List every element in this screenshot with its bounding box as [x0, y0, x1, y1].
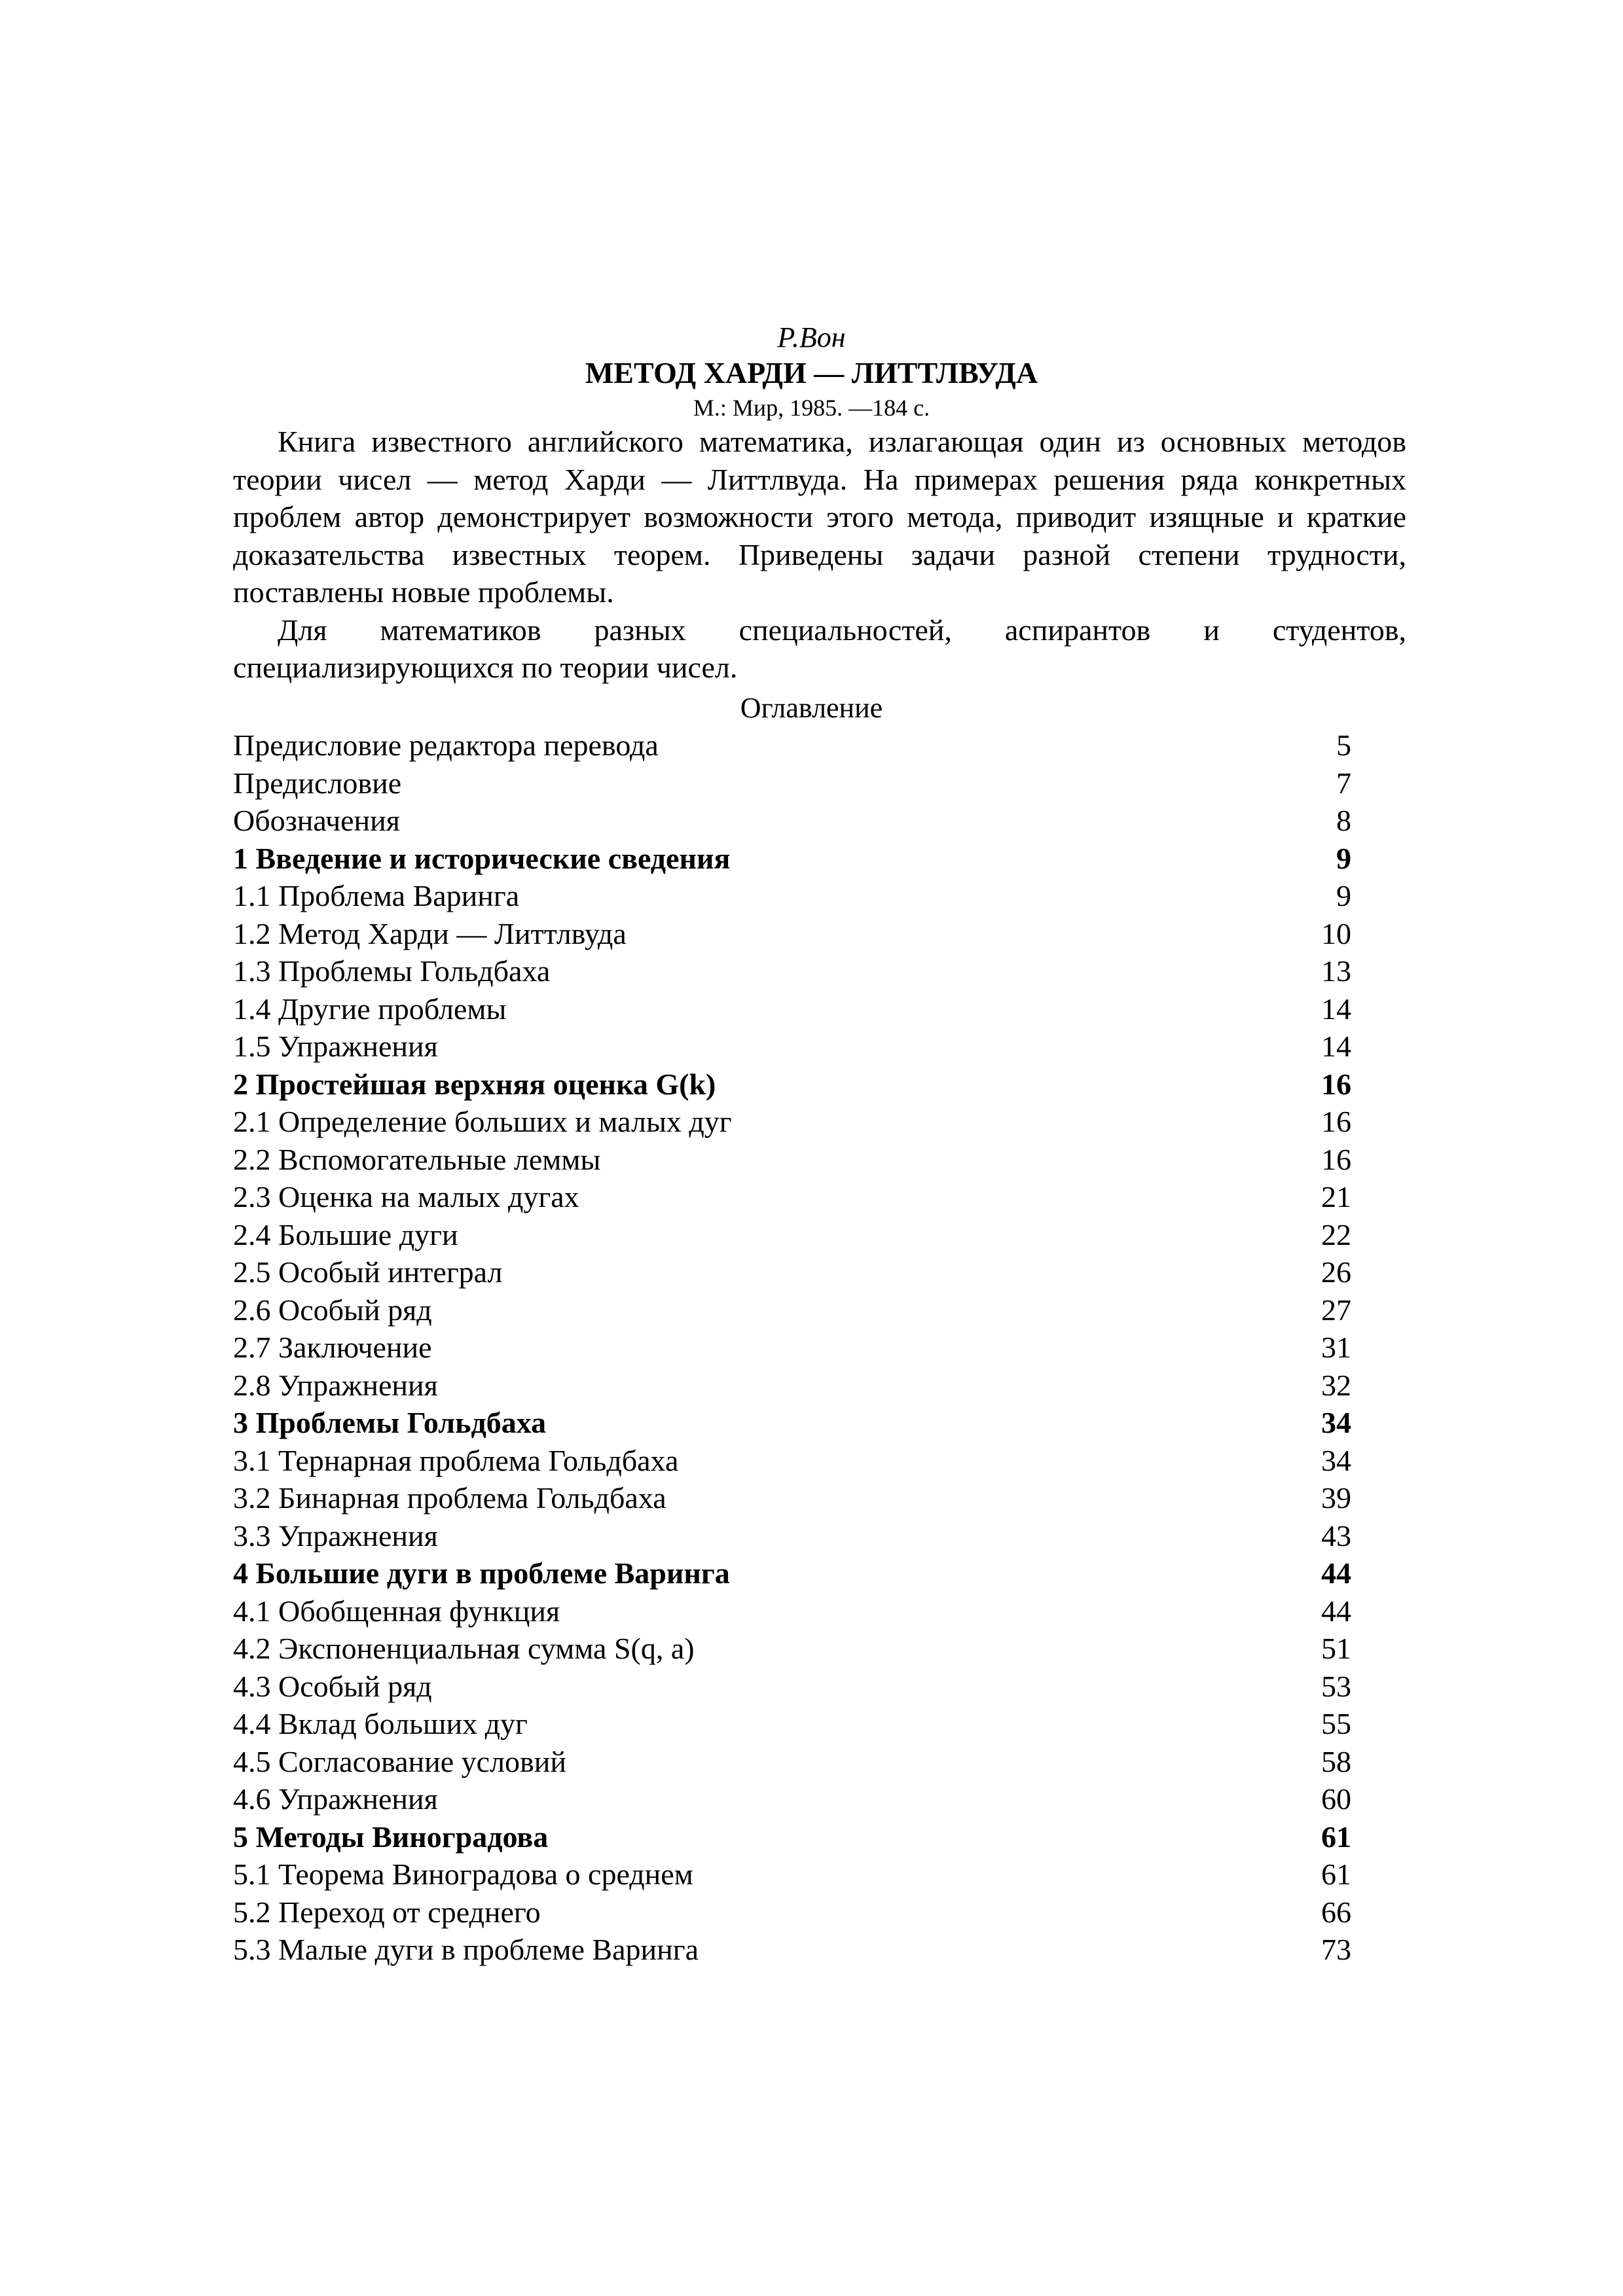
toc-entry-title: 3.3 Упражнения — [233, 1518, 438, 1552]
toc-entry — [233, 726, 1351, 764]
toc-entry-title: Предисловие — [233, 766, 402, 800]
toc-page-number: 60 — [1321, 1782, 1351, 1816]
toc-entry-title: 3.1 Тернарная проблема Гольдбаха — [233, 1443, 679, 1477]
toc-entry-title: 2.2 Вспомогательные леммы — [233, 1142, 601, 1176]
toc-entry — [233, 1479, 1351, 1517]
toc-entry — [233, 1028, 1351, 1066]
toc-entry-title: 4.6 Упражнения — [233, 1782, 438, 1816]
toc-chapter-entry — [233, 1818, 1351, 1856]
toc-page-number: 27 — [1321, 1293, 1351, 1327]
toc-page-number: 8 — [1336, 804, 1351, 837]
toc-entry — [233, 764, 1351, 802]
toc-entry — [233, 1668, 1351, 1706]
toc-page-number: 9 — [1336, 841, 1351, 875]
toc-page-number: 9 — [1336, 879, 1351, 912]
toc-entry — [233, 915, 1351, 953]
toc-entry — [233, 1780, 1351, 1818]
toc-entry — [233, 1856, 1351, 1893]
toc-entry-title: 2.7 Заключение — [233, 1331, 432, 1364]
toc-entry — [233, 1442, 1351, 1480]
toc-entry-title: 4.5 Согласование условий — [233, 1744, 567, 1778]
annotation-paragraph: Книга известного английского математика, излагающая один из основных методов теории чисел — метод Харди — Литтлвуда. На примерах решения ряда конкретных проблем автор демонстрирует возможности этого метода, приводит изящные и краткие доказательства известных теорем. Приведены задачи разной степени трудности, поставлены новые проблемы. — [233, 425, 1406, 609]
toc-page-number: 43 — [1321, 1518, 1351, 1552]
toc-page-number: 53 — [1321, 1669, 1351, 1703]
toc-page-number: 16 — [1321, 1105, 1351, 1138]
toc-page-number: 44 — [1321, 1556, 1351, 1590]
toc-entry — [233, 1517, 1351, 1555]
toc-page-number: 31 — [1321, 1331, 1351, 1364]
toc-entry-title: 2.4 Большие дуги — [233, 1217, 458, 1251]
toc-entry-title: Обозначения — [233, 804, 400, 837]
toc-entry-title: 4.4 Вклад больших дуг — [233, 1707, 528, 1740]
toc-page-number: 55 — [1321, 1707, 1351, 1740]
toc-entry-title: 4 Большие дуги в проблеме Варинга — [233, 1556, 730, 1590]
annotation — [233, 423, 1406, 687]
toc-entry — [233, 1705, 1351, 1743]
toc-page-number: 51 — [1321, 1632, 1351, 1665]
toc-page-number: 39 — [1321, 1481, 1351, 1515]
toc-entry-title: 3.2 Бинарная проблема Гольдбаха — [233, 1481, 666, 1515]
toc-entry — [233, 1178, 1351, 1216]
toc-page-number: 32 — [1321, 1368, 1351, 1402]
toc-entry-title: 2.1 Определение больших и малых дуг — [233, 1105, 732, 1138]
toc-entry — [233, 1329, 1351, 1367]
toc-page-number: 16 — [1321, 1142, 1351, 1176]
toc-entry-title: 2 Простейшая верхняя оценка G(k) — [233, 1067, 716, 1101]
toc-entry-title: 1.3 Проблемы Гольдбаха — [233, 954, 551, 988]
toc-page-number: 73 — [1321, 1933, 1351, 1966]
toc-page-number: 66 — [1321, 1895, 1351, 1929]
toc-entry-title: 1 Введение и исторические сведения — [233, 841, 731, 875]
book-title: МЕТОД ХАРДИ — ЛИТТЛВУДА — [585, 356, 1038, 389]
toc-entry — [233, 1743, 1351, 1781]
toc-entry-title: 1.1 Проблема Варинга — [233, 879, 520, 912]
toc-entry-title: 4.1 Обобщенная функция — [233, 1594, 560, 1628]
toc-page-number: 26 — [1321, 1255, 1351, 1289]
toc-page-number: 10 — [1321, 916, 1351, 950]
toc-page-number: 61 — [1321, 1857, 1351, 1891]
toc-page-number: 16 — [1321, 1067, 1351, 1101]
toc-chapter-entry — [233, 1404, 1351, 1442]
toc-chapter-entry — [233, 1066, 1351, 1103]
toc-entry — [233, 1291, 1351, 1329]
toc-page-number: 34 — [1321, 1443, 1351, 1477]
toc-page-number: 22 — [1321, 1217, 1351, 1251]
toc-page-number: 61 — [1321, 1820, 1351, 1854]
toc-entry-title: 5.1 Теорема Виноградова о среднем — [233, 1857, 693, 1891]
toc-entry-title: 4.2 Экспоненциальная сумма S(q, a) — [233, 1632, 695, 1665]
toc-entry — [233, 1367, 1351, 1405]
toc-page-number: 34 — [1321, 1406, 1351, 1439]
toc-chapter-entry — [233, 1554, 1351, 1592]
toc-entry-title: 3 Проблемы Гольдбаха — [233, 1406, 547, 1439]
table-of-contents — [233, 726, 1351, 1969]
toc-entry — [233, 1216, 1351, 1254]
toc-entry — [233, 1103, 1351, 1141]
toc-page-number: 14 — [1321, 1030, 1351, 1063]
toc-page-number: 13 — [1321, 954, 1351, 988]
toc-entry-title: 1.4 Другие проблемы — [233, 992, 507, 1026]
author-name: Р.Вон — [777, 321, 846, 353]
toc-entry — [233, 1253, 1351, 1291]
toc-entry-title: 2.8 Упражнения — [233, 1368, 438, 1402]
toc-entry — [233, 1630, 1351, 1668]
toc-entry-title: 5 Методы Виноградова — [233, 1820, 549, 1854]
toc-page-number: 5 — [1336, 728, 1351, 762]
toc-heading: Оглавление — [740, 692, 883, 724]
toc-entry — [233, 990, 1351, 1028]
annotation-paragraph: Для математиков разных специальностей, аспирантов и студентов, специализирующихся по теории чисел. — [233, 613, 1406, 684]
toc-entry-title: 2.3 Оценка на малых дугах — [233, 1180, 579, 1213]
toc-entry-title: 1.5 Упражнения — [233, 1030, 438, 1063]
toc-page-number: 7 — [1336, 766, 1351, 800]
toc-entry-title: Предисловие редактора перевода — [233, 728, 659, 762]
publication-info: М.: Мир, 1985. —184 с. — [693, 395, 930, 421]
toc-entry — [233, 952, 1351, 990]
toc-page-number: 21 — [1321, 1180, 1351, 1213]
toc-entry — [233, 1592, 1351, 1630]
toc-entry — [233, 1931, 1351, 1969]
toc-page-number: 14 — [1321, 992, 1351, 1026]
toc-entry-title: 5.2 Переход от среднего — [233, 1895, 541, 1929]
toc-chapter-entry — [233, 840, 1351, 878]
toc-entry-title: 2.5 Особый интеграл — [233, 1255, 503, 1289]
toc-entry-title: 4.3 Особый ряд — [233, 1669, 432, 1703]
toc-page-number: 58 — [1321, 1744, 1351, 1778]
toc-entry — [233, 802, 1351, 840]
toc-entry-title: 2.6 Особый ряд — [233, 1293, 432, 1327]
toc-entry-title: 1.2 Метод Харди — Литтлвуда — [233, 916, 627, 950]
toc-page-number: 44 — [1321, 1594, 1351, 1628]
toc-entry — [233, 877, 1351, 915]
toc-entry — [233, 1893, 1351, 1931]
toc-entry-title: 5.3 Малые дуги в проблеме Варинга — [233, 1933, 699, 1966]
toc-entry — [233, 1141, 1351, 1179]
